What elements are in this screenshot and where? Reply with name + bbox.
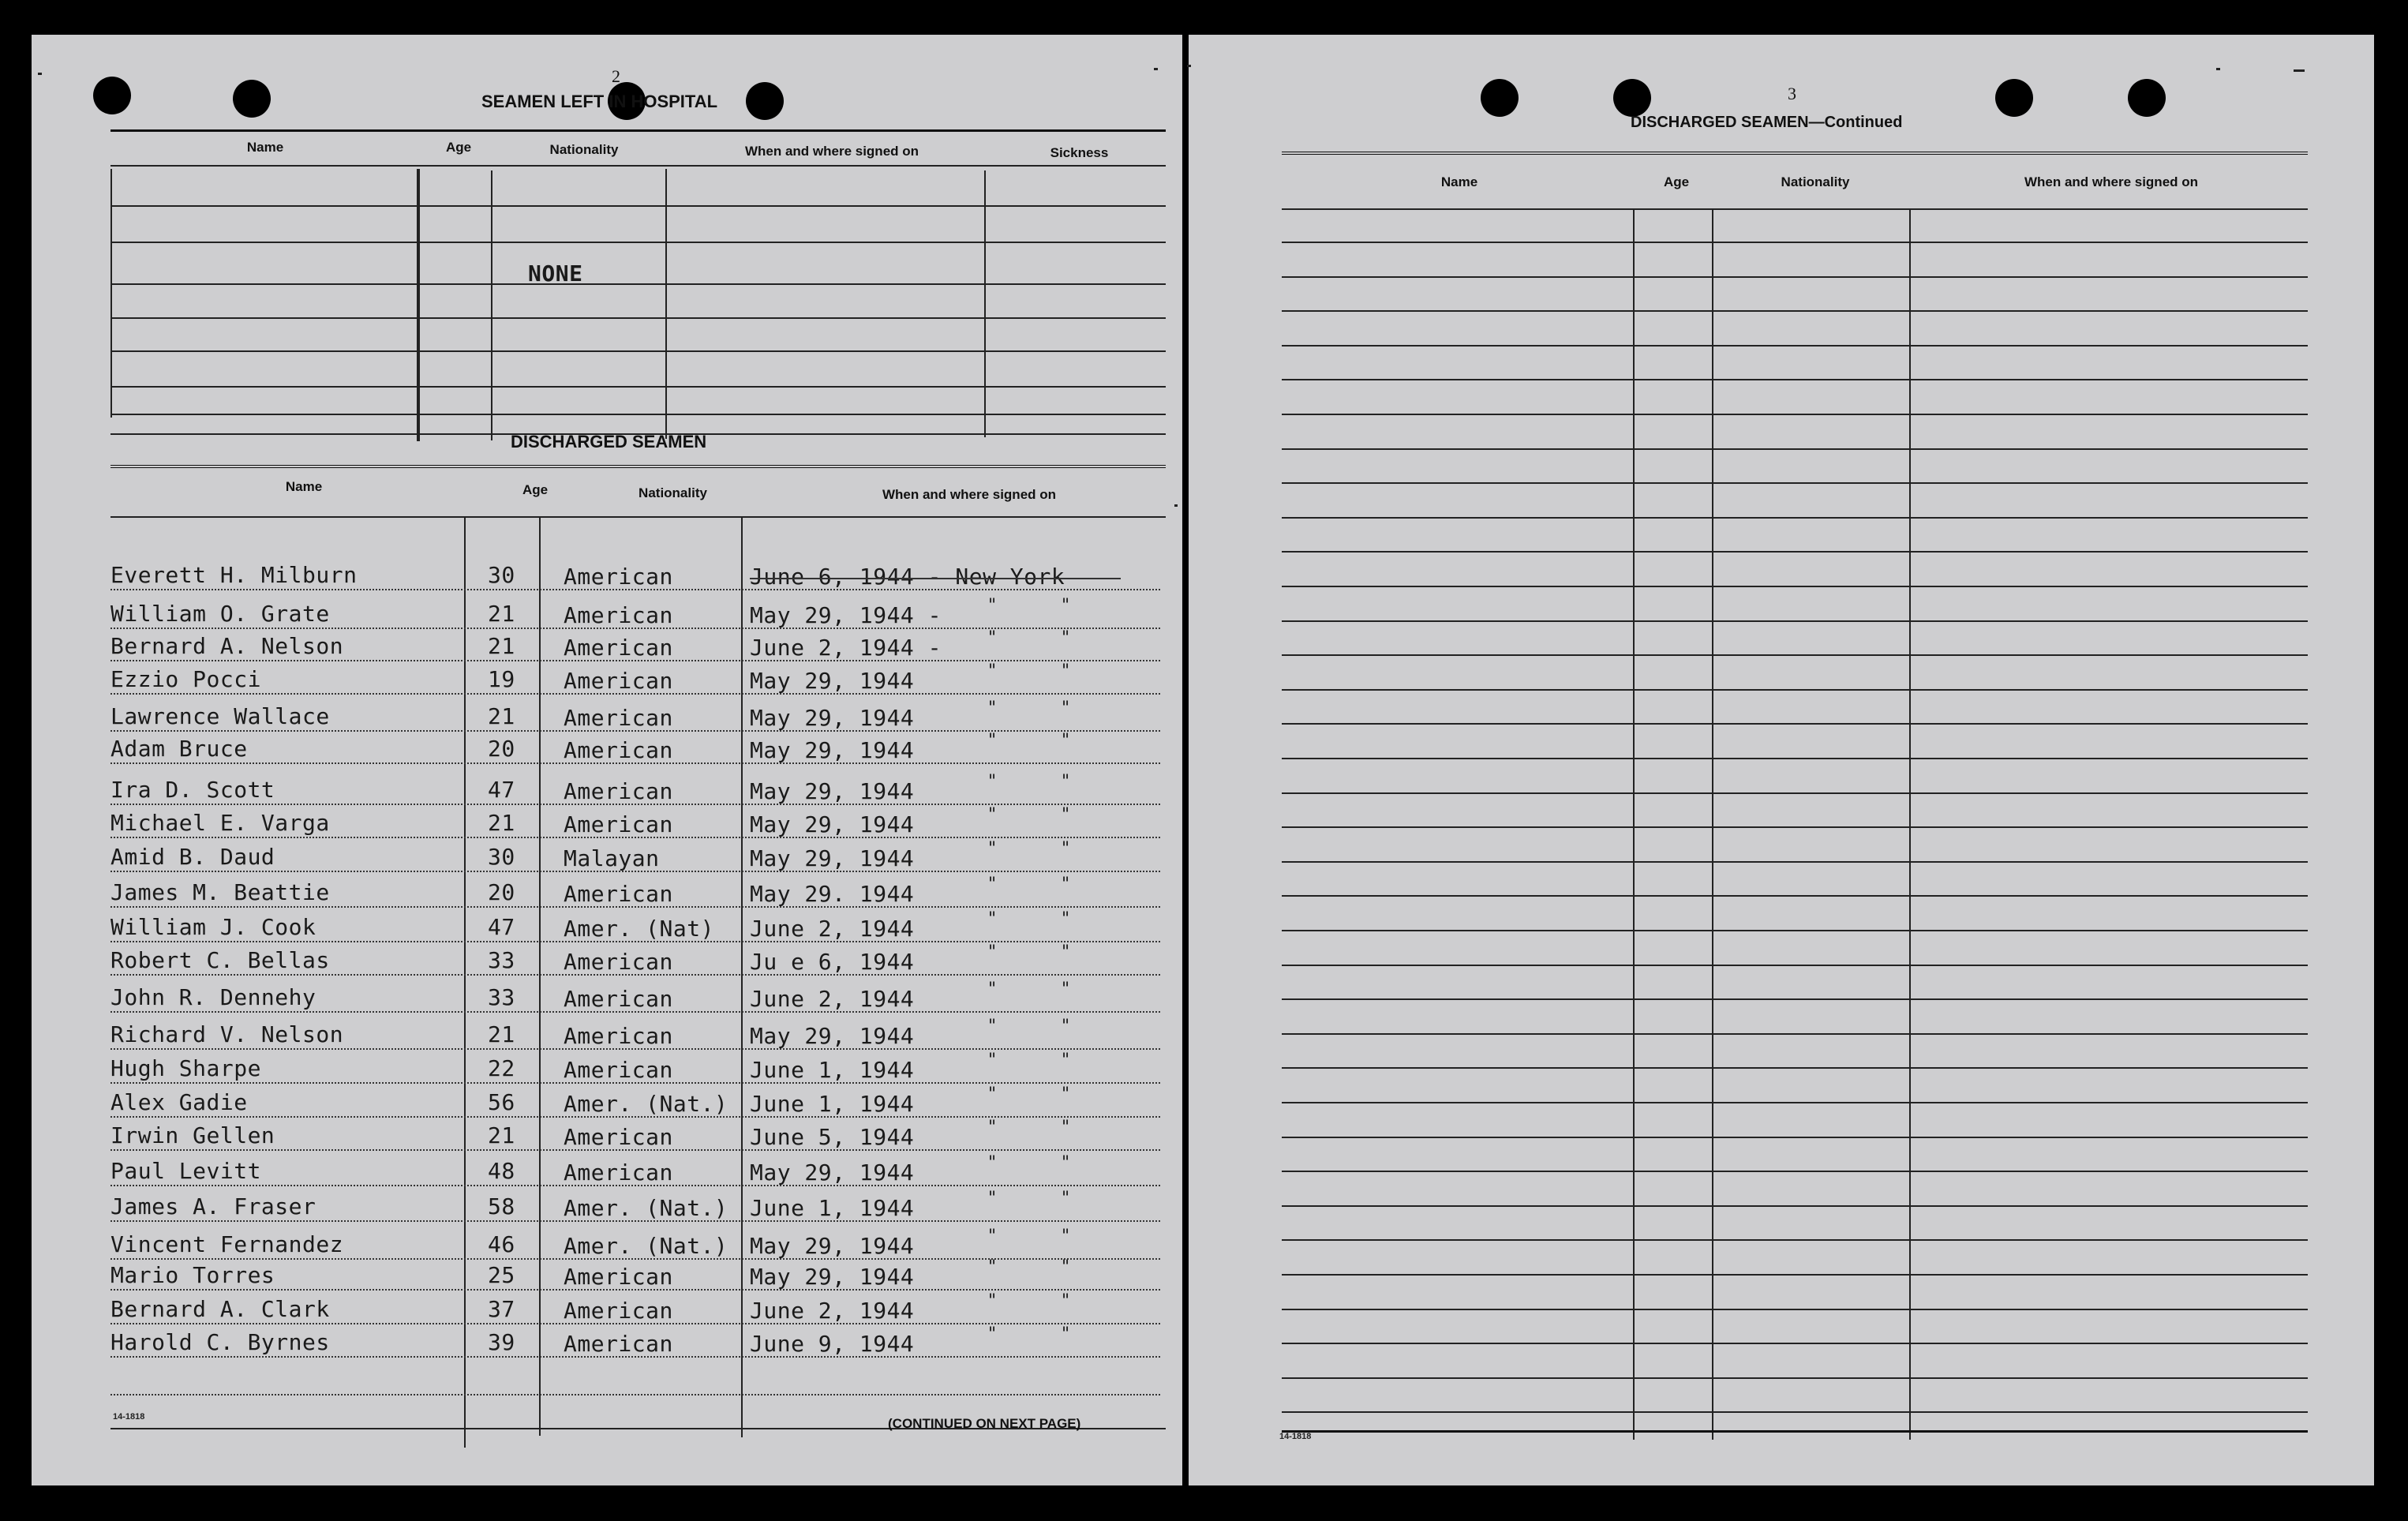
page-number: 2 (612, 66, 620, 86)
table-rule (1282, 895, 2308, 897)
row-signed-on: May 29, 1944 (750, 811, 915, 837)
column-divider (464, 516, 466, 1448)
row-age: 21 (488, 633, 515, 659)
table-rule (1282, 1377, 2308, 1379)
right-col-age: Age (1663, 174, 1690, 189)
row-name: Amid B. Daud (110, 844, 275, 870)
row-signed-on: May 29, 1944 (750, 1023, 915, 1049)
row-name: Bernard A. Nelson (110, 633, 344, 659)
ditto-mark: " (988, 909, 997, 929)
right-col-signed-on: When and where signed on (2024, 174, 2199, 189)
column-divider (418, 169, 420, 441)
table-rule (1282, 654, 2308, 656)
table-rule (1282, 586, 2308, 587)
table-top-rule (110, 465, 1166, 468)
row-age: 30 (488, 562, 515, 588)
row-signed-on: May 29, 1944 (750, 778, 915, 804)
column-divider (1633, 208, 1635, 1440)
row-nationality: American (564, 635, 673, 661)
row-rule (110, 941, 1160, 942)
ditto-mark: " (1062, 596, 1070, 616)
table-rule (1282, 998, 2308, 1000)
speck (1187, 65, 1191, 67)
row-nationality: Amer. (Nat) (564, 916, 714, 942)
table-rule (1282, 276, 2308, 278)
continued-note: (CONTINUED ON NEXT PAGE) (888, 1416, 1081, 1431)
hospital-col-age: Age (445, 140, 472, 155)
row-nationality: Amer. (Nat.) (564, 1233, 728, 1259)
ditto-mark: " (1062, 875, 1070, 894)
row-rule (110, 1082, 1160, 1084)
row-nationality: American (564, 564, 673, 590)
column-divider (1909, 208, 1911, 1440)
row-name: Irwin Gellen (110, 1122, 275, 1148)
row-nationality: American (564, 1159, 673, 1186)
table-rule (110, 205, 1166, 207)
speck (38, 73, 42, 75)
discharged-col-name: Name (285, 479, 323, 494)
row-name: Paul Levitt (110, 1158, 261, 1184)
row-age: 56 (488, 1089, 515, 1115)
table-rule (1282, 345, 2308, 347)
row-age: 46 (488, 1231, 515, 1257)
row-signed-on: June 6, 1944 - New York (750, 564, 1065, 590)
row-name: Bernard A. Clark (110, 1296, 330, 1322)
row-rule (110, 1356, 1160, 1358)
right-section-title: DISCHARGED SEAMEN—Continued (1631, 114, 1903, 131)
row-name: Michael E. Varga (110, 810, 330, 836)
ditto-mark: " (1062, 1324, 1070, 1344)
row-signed-on: June 2, 1944 - (750, 635, 942, 661)
row-rule (110, 1220, 1160, 1222)
row-age: 30 (488, 844, 515, 870)
row-age: 21 (488, 810, 515, 836)
row-age: 19 (488, 666, 515, 692)
row-signed-on: May 29, 1944 (750, 705, 915, 731)
row-age: 47 (488, 914, 515, 940)
ditto-mark: " (988, 839, 997, 859)
ditto-mark: " (988, 731, 997, 751)
right-col-nationality: Nationality (1781, 174, 1850, 189)
row-nationality: American (564, 986, 673, 1012)
ditto-mark: " (1062, 980, 1070, 999)
ditto-mark: " (988, 772, 997, 792)
row-age: 47 (488, 777, 515, 803)
row-nationality: American (564, 602, 673, 628)
row-nationality: American (564, 811, 673, 837)
table-rule (1282, 620, 2308, 622)
row-nationality: American (564, 668, 673, 694)
row-signed-on: May 29. 1944 (750, 881, 915, 907)
row-signed-on: June 1, 1944 (750, 1195, 915, 1221)
row-rule (110, 589, 1160, 590)
right-col-name: Name (1440, 174, 1478, 189)
ditto-mark: " (1062, 1085, 1070, 1104)
ditto-mark: " (988, 1189, 997, 1208)
ditto-mark: " (1062, 1017, 1070, 1036)
ditto-mark: " (988, 596, 997, 616)
row-name: Adam Bruce (110, 736, 248, 762)
table-rule (1282, 1067, 2308, 1069)
row-nationality: American (564, 1298, 673, 1324)
row-rule (110, 1116, 1160, 1118)
ditto-mark: " (1062, 1227, 1070, 1246)
row-name: Hugh Sharpe (110, 1055, 261, 1081)
ditto-mark: " (988, 1051, 997, 1070)
row-name: Mario Torres (110, 1262, 275, 1288)
discharged-section-title: DISCHARGED SEAMEN (511, 432, 707, 451)
ditto-mark: " (1062, 628, 1070, 648)
row-name: William O. Grate (110, 601, 330, 627)
table-rule (1282, 965, 2308, 966)
table-rule (1282, 517, 2308, 519)
row-name: Richard V. Nelson (110, 1021, 344, 1047)
ditto-mark: " (988, 1085, 997, 1104)
ditto-mark: " (988, 1324, 997, 1344)
row-rule (110, 1394, 1160, 1395)
row-nationality: American (564, 705, 673, 731)
punch-hole (1481, 79, 1519, 117)
row-age: 48 (488, 1158, 515, 1184)
table-rule (1282, 208, 2308, 210)
ditto-mark: " (988, 1153, 997, 1173)
row-age: 22 (488, 1055, 515, 1081)
punch-hole (746, 82, 784, 120)
row-signed-on: June 9, 1944 (750, 1331, 915, 1357)
table-rule (1282, 930, 2308, 931)
row-name: Harold C. Byrnes (110, 1329, 330, 1355)
ditto-mark: " (988, 1227, 997, 1246)
ditto-mark: " (988, 661, 997, 681)
ditto-mark: " (988, 699, 997, 718)
ditto-mark: " (1062, 772, 1070, 792)
row-name: William J. Cook (110, 914, 316, 940)
row-rule (110, 804, 1160, 805)
row-rule (110, 1149, 1160, 1151)
row-age: 21 (488, 1122, 515, 1148)
discharged-col-signed-on: When and where signed on (882, 487, 1057, 502)
table-rule (1282, 1137, 2308, 1138)
table-rule (110, 165, 1166, 167)
table-rule (1282, 1171, 2308, 1172)
row-nationality: Amer. (Nat.) (564, 1195, 728, 1221)
row-age: 21 (488, 703, 515, 729)
row-rule (110, 660, 1160, 661)
row-nationality: American (564, 1331, 673, 1357)
discharged-col-age: Age (522, 482, 549, 497)
ditto-mark: " (1062, 1291, 1070, 1311)
row-signed-on: June 1, 1944 (750, 1057, 915, 1083)
table-rule (1282, 1102, 2308, 1103)
ditto-mark: " (1062, 909, 1070, 929)
row-signed-on: May 29, 1944 (750, 737, 915, 763)
row-signed-on: May 29, 1944 (750, 668, 915, 694)
speck (2294, 69, 2305, 72)
row-rule (110, 1289, 1160, 1291)
row-age: 21 (488, 1021, 515, 1047)
table-rule (1282, 1205, 2308, 1207)
row-nationality: American (564, 737, 673, 763)
row-signed-on: May 29, 1944 (750, 1159, 915, 1186)
row-nationality: American (564, 1264, 673, 1290)
table-top-rule (110, 129, 1166, 132)
table-rule (1282, 482, 2308, 484)
ditto-mark: " (1062, 805, 1070, 825)
ditto-mark: " (988, 1291, 997, 1311)
row-nationality: American (564, 778, 673, 804)
table-rule (1282, 448, 2308, 450)
row-name: Ira D. Scott (110, 777, 275, 803)
ditto-mark: " (1062, 839, 1070, 859)
row-signed-on: June 2, 1944 (750, 916, 915, 942)
hospital-entry: NONE (528, 260, 583, 287)
hospital-col-sickness: Sickness (1050, 145, 1109, 160)
punch-hole (2128, 79, 2166, 117)
punch-hole (1995, 79, 2033, 117)
hospital-col-name: Name (246, 140, 284, 155)
row-age: 25 (488, 1262, 515, 1288)
row-signed-on: May 29, 1944 (750, 845, 915, 871)
row-name: Alex Gadie (110, 1089, 248, 1115)
table-rule (1282, 551, 2308, 553)
discharged-col-nationality: Nationality (639, 485, 707, 500)
row-name: Everett H. Milburn (110, 562, 358, 588)
table-rule (1282, 242, 2308, 243)
ditto-mark: " (1062, 1153, 1070, 1173)
table-rule (1282, 1033, 2308, 1035)
ditto-mark: " (988, 942, 997, 962)
row-rule (110, 1185, 1160, 1186)
table-rule (1282, 1274, 2308, 1276)
row-age: 39 (488, 1329, 515, 1355)
right-page (1189, 35, 2374, 1485)
column-divider (741, 518, 743, 1437)
speck (1154, 68, 1158, 70)
row-name: Robert C. Bellas (110, 947, 330, 973)
punch-hole (233, 80, 271, 118)
row-name: James M. Beattie (110, 879, 330, 905)
table-rule (1282, 826, 2308, 828)
row-nationality: American (564, 1023, 673, 1049)
table-rule (110, 317, 1166, 319)
column-divider (1712, 208, 1713, 1440)
row-age: 20 (488, 879, 515, 905)
ditto-mark: " (988, 875, 997, 894)
row-signed-on: June 5, 1944 (750, 1124, 915, 1150)
table-rule (110, 516, 1166, 518)
ditto-mark: " (988, 980, 997, 999)
table-rule (110, 283, 1166, 285)
column-divider (110, 169, 112, 418)
hospital-section-title: SEAMEN LEFT IN HOSPITAL (481, 92, 718, 111)
ditto-mark: " (1062, 942, 1070, 962)
row-signed-on: May 29, 1944 - (750, 602, 942, 628)
ditto-mark: " (1062, 1118, 1070, 1137)
table-rule (110, 414, 1166, 415)
row-name: Lawrence Wallace (110, 703, 330, 729)
row-signed-on: June 2, 1944 (750, 1298, 915, 1324)
speck (2216, 68, 2220, 70)
table-rule (1282, 1343, 2308, 1344)
row-age: 58 (488, 1193, 515, 1219)
row-rule (110, 974, 1160, 976)
row-rule (110, 1011, 1160, 1013)
row-signed-on: May 29, 1944 (750, 1264, 915, 1290)
row-age: 33 (488, 947, 515, 973)
table-rule (1282, 414, 2308, 415)
table-rule (1282, 1239, 2308, 1241)
ditto-mark: " (1062, 1051, 1070, 1070)
ditto-mark: " (1062, 661, 1070, 681)
row-age: 21 (488, 601, 515, 627)
table-rule (1282, 1309, 2308, 1310)
punch-hole (1613, 79, 1651, 117)
ditto-mark: " (1062, 1257, 1070, 1277)
ditto-mark: " (1062, 1189, 1070, 1208)
row-rule (110, 906, 1160, 908)
row-age: 33 (488, 984, 515, 1010)
table-rule (1282, 310, 2308, 312)
ditto-mark: " (1062, 699, 1070, 718)
punch-hole (93, 77, 131, 114)
strike-line (750, 578, 1121, 579)
table-rule (1282, 379, 2308, 380)
row-nationality: Malayan (564, 845, 660, 871)
ditto-mark: " (1062, 731, 1070, 751)
table-rule (1282, 723, 2308, 725)
table-rule (1282, 1411, 2308, 1413)
row-signed-on: Ju e 6, 1944 (750, 949, 915, 975)
row-rule (110, 762, 1160, 764)
row-signed-on: May 29, 1944 (750, 1233, 915, 1259)
row-rule (110, 1048, 1160, 1050)
row-nationality: American (564, 1124, 673, 1150)
row-rule (110, 1258, 1160, 1260)
row-nationality: Amer. (Nat.) (564, 1091, 728, 1117)
column-divider (665, 169, 667, 439)
hospital-col-nationality: Nationality (549, 142, 619, 157)
ditto-mark: " (988, 1118, 997, 1137)
table-rule (110, 350, 1166, 352)
row-name: John R. Dennehy (110, 984, 316, 1010)
row-rule (110, 628, 1160, 629)
form-code: 14-1818 (113, 1412, 145, 1422)
table-rule (110, 386, 1166, 388)
row-rule (110, 871, 1160, 872)
speck (1174, 504, 1178, 507)
column-divider (539, 516, 541, 1436)
row-name: James A. Fraser (110, 1193, 316, 1219)
table-rule (110, 242, 1166, 243)
row-rule (110, 1323, 1160, 1324)
form-code: 14-1818 (1279, 1432, 1312, 1441)
left-page (32, 35, 1182, 1485)
row-nationality: American (564, 881, 673, 907)
table-bottom-rule (1282, 1430, 2308, 1433)
row-nationality: American (564, 949, 673, 975)
ditto-mark: " (988, 1257, 997, 1277)
row-signed-on: June 1, 1944 (750, 1091, 915, 1117)
hospital-col-signed-on: When and where signed on (744, 144, 919, 159)
ditto-mark: " (988, 805, 997, 825)
column-divider (491, 170, 492, 440)
table-top-rule (1282, 152, 2308, 155)
ditto-mark: " (988, 1017, 997, 1036)
row-age: 20 (488, 736, 515, 762)
row-age: 37 (488, 1296, 515, 1322)
page-number: 3 (1788, 84, 1796, 103)
row-name: Ezzio Pocci (110, 666, 261, 692)
table-rule (1282, 861, 2308, 863)
table-rule (1282, 689, 2308, 691)
row-rule (110, 693, 1160, 695)
row-rule (110, 730, 1160, 732)
row-rule (110, 837, 1160, 838)
column-divider (984, 170, 986, 437)
row-name: Vincent Fernandez (110, 1231, 344, 1257)
row-nationality: American (564, 1057, 673, 1083)
table-rule (1282, 758, 2308, 759)
ditto-mark: " (988, 628, 997, 648)
row-signed-on: June 2, 1944 (750, 986, 915, 1012)
table-rule (1282, 792, 2308, 794)
